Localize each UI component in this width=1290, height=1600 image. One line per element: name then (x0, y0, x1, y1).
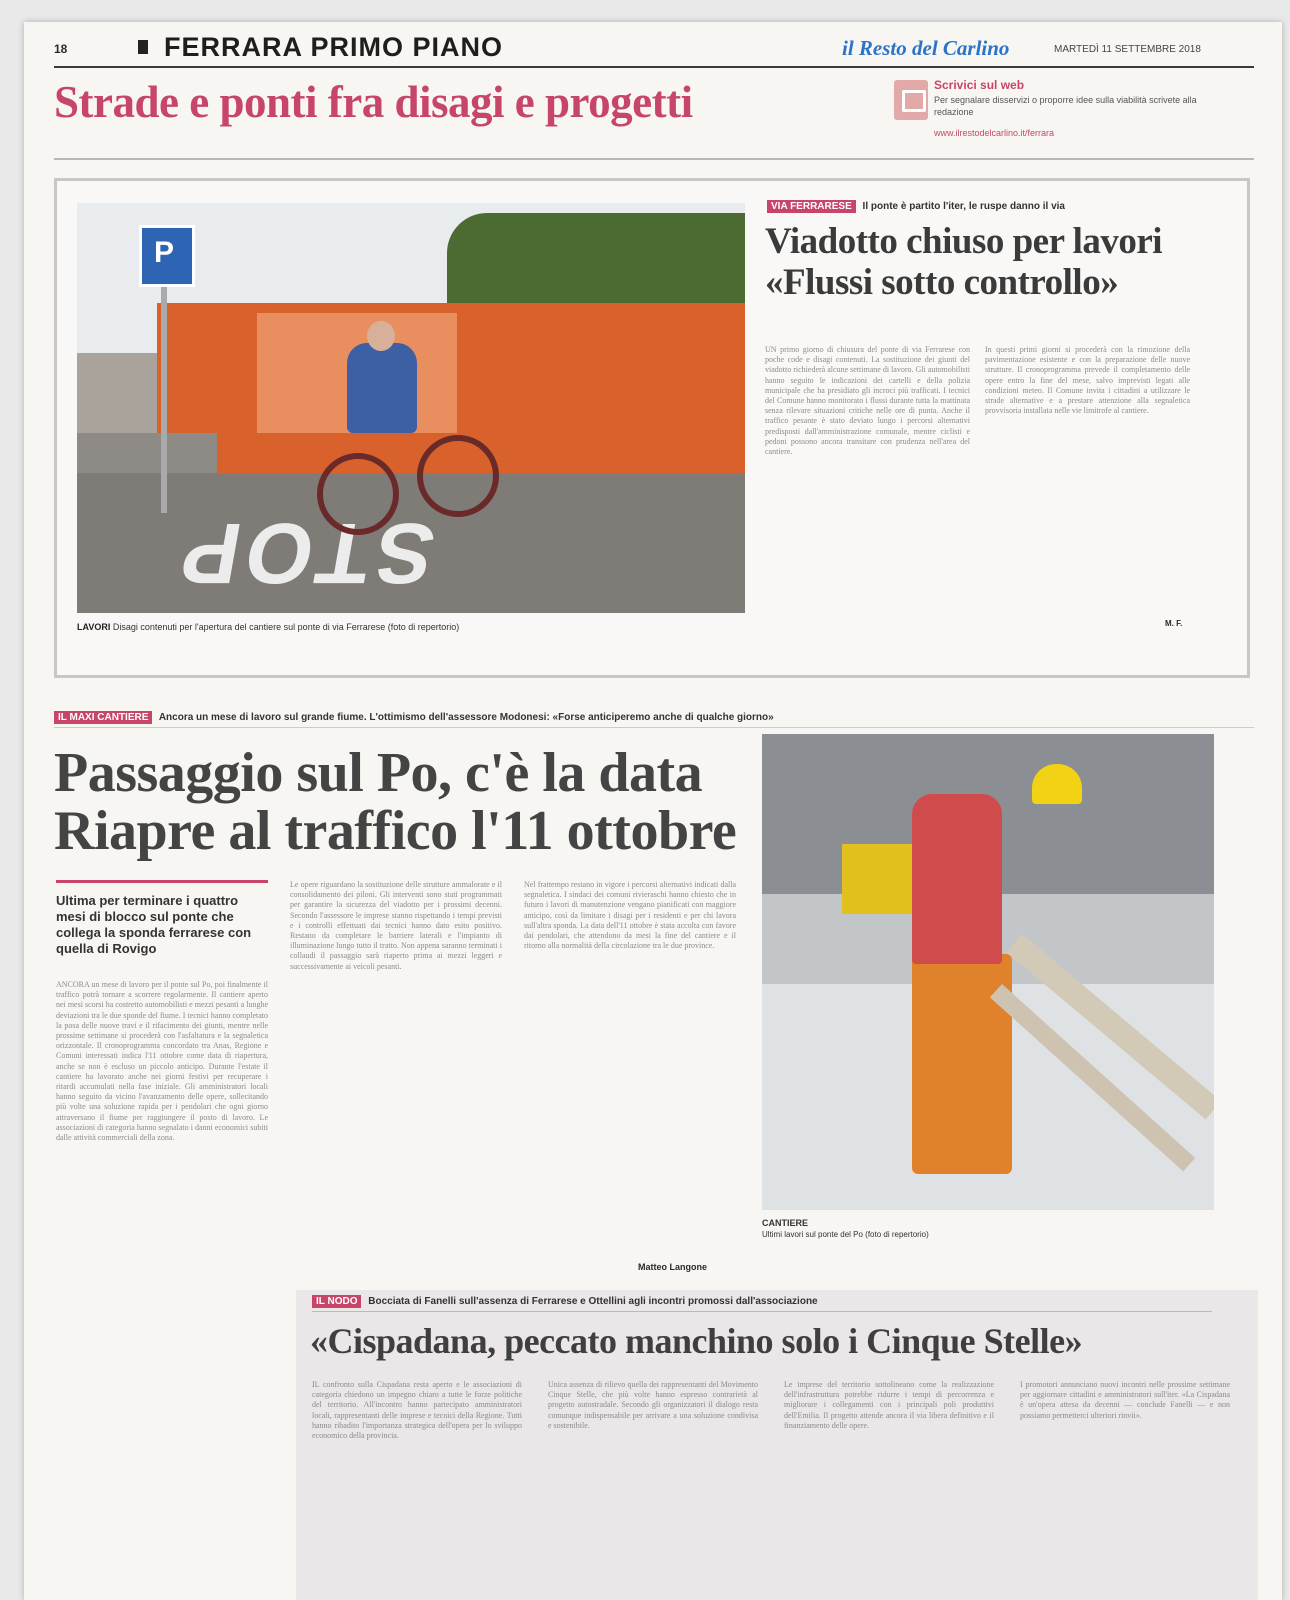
article-headline: «Cispadana, peccato manchino solo i Cinque Stelle» (310, 1321, 1083, 1361)
issue-date: MARTEDÌ 11 SETTEMBRE 2018 (1054, 44, 1201, 55)
article-column: ANCORA un mese di lavoro per il ponte sul Po, poi finalmente il traffico potrà tornare a scorrere regolarmente. Il cantiere aperto nei mesi scorsi ha costretto automobilisti e mezzi pesanti a lunghe deviazioni tra le due sponde del fiume. I tecnici hanno completato la posa delle nuove travi e il rifacimento dei giunti, mentre nelle prossime settimane si procederà con l'asfaltatura e la segnaletica orizzontale. Il cronoprogramma concordato tra Anas, Regione e Comuni interessati indica l'11 ottobre come data di riapertura, anche se non è escluso un piccolo anticipo. Durante l'estate il cantiere ha lavorato anche nei giorni festivi per recuperare i ritardi accumulati nella fase iniziale. Gli amministratori locali hanno seguito da vicino l'avanzamento delle opere, sollecitando più volte una soluzione rapida per i pendolari che ogni giorno attraversano il fiume per raggiungere il posto di lavoro. Le associazioni di categoria hanno segnalato i danni economici subiti dalle attività commerciali della zona. (56, 980, 268, 1143)
article-summary: Ultima per terminare i quattro mesi di blocco sul ponte che collega la sponda ferrarese con quella di Rovigo (56, 880, 268, 957)
kicker-text: Bocciata di Fanelli sull'assenza di Ferrarese e Ottellini agli incontri promossi dall'associazione (368, 1296, 818, 1307)
article-signature: M. F. (1165, 619, 1183, 628)
newspaper-logo: il Resto del Carlino (842, 36, 1010, 60)
photo-caption (762, 1218, 1214, 1240)
article-signature: Matteo Langone (638, 1262, 707, 1272)
kicker-tag: VIA FERRARESE (767, 200, 856, 213)
article-column: I promotori annunciano nuovi incontri nelle prossime settimane per aggiornare cittadini e amministratori sull'iter. «La Cispadana è un'opera attesa da decenni — conclude Fanelli — e non possiamo permetterci ulteriori rinvii». (1020, 1380, 1230, 1420)
worker-photo (762, 734, 1214, 1210)
article-column: Le imprese del territorio sottolineano come la realizzazione dell'infrastruttura potrebbe ridurre i tempi di percorrenza e migliorare i collegamenti con i principali poli produttivi dell'Emilia. Il progetto attende ancora il via libera definitivo e il finanziamento delle opere. (784, 1380, 994, 1430)
caption-label: CANTIERE (762, 1218, 809, 1228)
kicker-text: Il ponte è partito l'iter, le ruspe danno il via (862, 201, 1065, 212)
side-box-link[interactable]: www.ilrestodelcarlino.it/ferrara (934, 128, 1055, 138)
article-headline: Viadotto chiuso per lavori «Flussi sotto controllo» (765, 221, 1163, 303)
caption-text: Ultimi lavori sul ponte del Po (foto di repertorio) (762, 1230, 929, 1239)
article-column: UN primo giorno di chiusura del ponte di via Ferrarese con poche code e disagi contenuti. La sostituzione dei giunti del viadotto richiederà alcune settimane di lavoro. Gli automobilisti hanno seguito le indicazioni dei cartelli e della polizia municipale che ha presidiato gli incroci più trafficati. I tecnici del Comune hanno monitorato i flussi durante tutta la mattinata senza rilevare situazioni critiche nelle ore di punta. Anche il traffico pesante è stato deviato lungo i percorsi alternativi predisposti dall'amministrazione comunale, mentre ciclisti e pedoni possono ancora transitare con prudenza nell'area del cantiere. (765, 345, 970, 457)
stop-road-marking: STOP (168, 505, 442, 601)
bicycle-wheel-icon (417, 435, 499, 517)
worker-trousers (912, 954, 1012, 1174)
page-marker (138, 40, 148, 54)
article-column: IL confronto sulla Cispadana resta aperto e le associazioni di categoria chiedono un impegno chiaro a tutte le forze politiche del territorio. All'incontro hanno partecipato amministratori locali, rappresentanti delle imprese e tecnici della Regione. Tutti hanno ribadito l'importanza strategica dell'opera per lo sviluppo economico della provincia. (312, 1380, 522, 1441)
cyclist (347, 343, 417, 433)
kicker-text: Ancora un mese di lavoro sul grande fiume. L'ottimismo dell'assessore Modonesi: «Forse anticiperemo anche di qualche giorno» (158, 712, 774, 723)
article-column: In questi primi giorni si procederà con la rimozione della pavimentazione esistente e con la preparazione delle nuove strutture. Il cronoprogramma prevede il completamento delle opere entro la fine del mese, salvo imprevisti legati alle condizioni meteo. Il Comune invita i cittadini a utilizzare le strade alternative e a prestare attenzione alla segnaletica provvisoria installata nelle vie limitrofe al cantiere. (985, 345, 1190, 416)
article-headline: Passaggio sul Po, c'è la data Riapre al traffico l'11 ottobre (54, 742, 737, 862)
chat-icon (894, 80, 928, 120)
caption-text: Disagi contenuti per l'apertura del cantiere sul ponte di via Ferrarese (foto di repertorio) (112, 622, 460, 632)
article-column: Unica assenza di rilievo quella dei rappresentanti del Movimento Cinque Stelle, che più volte hanno espresso contrarietà al progetto autostradale. Secondo gli organizzatori il dialogo resta comunque indispensabile per arrivare a una soluzione condivisa e sostenibile. (548, 1380, 758, 1430)
kicker-tag: IL MAXI CANTIERE (54, 711, 152, 724)
section-title: FERRARA PRIMO PIANO (164, 32, 504, 62)
page-title-row (54, 70, 1254, 160)
helmet-icon (1032, 764, 1082, 804)
side-box-text: Per segnalare disservizi o proporre idee sulla viabilità scrivete alla redazione (934, 95, 1197, 117)
bicycle-wheel-icon (317, 453, 399, 535)
photo-caption (77, 622, 459, 632)
page-number: 18 (54, 42, 68, 56)
article-column: Le opere riguardano la sostituzione delle strutture ammalorate e il consolidamento dei piloni. Gli interventi sono stati programmati per garantire la sicurezza del viadotto per i prossimi decenni. Secondo l'assessore le imprese stanno rispettando i tempi previsti e i controlli effettuati dai tecnici hanno dato esito positivo. Restano da completare le barriere laterali e l'impianto di illuminazione lungo tutto il tratto. Non appena saranno terminati i collaudi il passaggio sarà riaperto prima ai mezzi leggeri e successivamente ai veicoli pesanti. (290, 880, 502, 971)
page-title: Strade e ponti fra disagi e progetti (54, 77, 693, 127)
generator (842, 844, 912, 914)
parking-sign-icon (139, 225, 195, 287)
article-cispadana (296, 1290, 1258, 1600)
article-viadotto (54, 178, 1250, 678)
worker (912, 794, 1002, 964)
caption-label: LAVORI (77, 622, 111, 632)
side-box-title: Scrivici sul web (934, 78, 1025, 92)
article-kicker (312, 1296, 1212, 1312)
page-header (54, 32, 1254, 68)
article-column: Nel frattempo restano in vigore i percorsi alternativi indicati dalla segnaletica. I sindaci dei comuni rivieraschi hanno chiesto che in futuro i lavori di manutenzione vengano pianificati con maggiore anticipo, così da limitare i disagi per i residenti e per chi lavora sull'altra sponda. La data dell'11 ottobre è stata accolta con favore dai pendolari, che attendono da mesi la fine del cantiere e il ritorno alla normalità della circolazione tra le due province. (524, 880, 736, 951)
newspaper-page (24, 22, 1282, 1600)
kicker-tag: IL NODO (312, 1295, 361, 1308)
article-kicker (767, 201, 1065, 212)
article-kicker (54, 712, 1254, 728)
cyclist-photo (77, 203, 745, 613)
